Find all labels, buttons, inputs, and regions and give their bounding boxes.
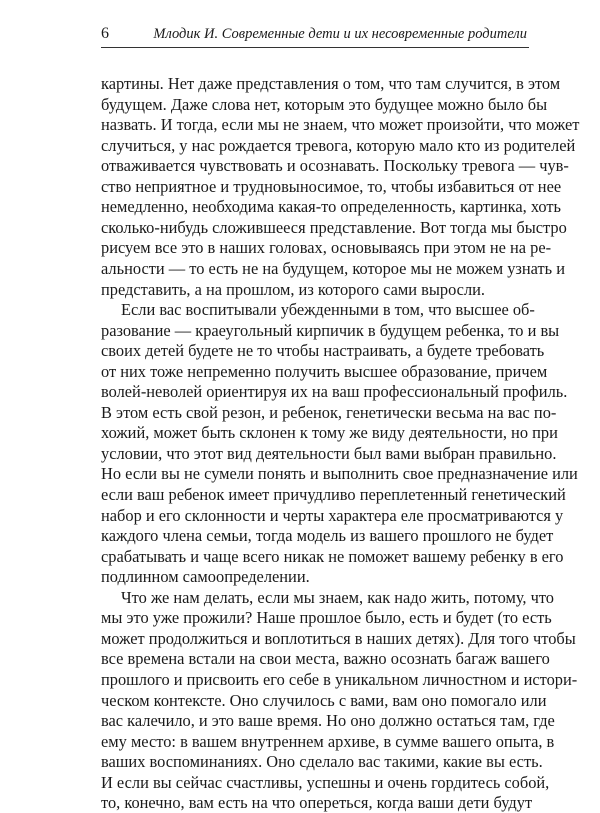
page-number: 6 — [101, 25, 109, 42]
text-line: В этом есть свой резон, и ребенок, генетически весьма на вас по- — [101, 403, 557, 422]
text-line: разование — краеугольный кирпичик в будущем ребенка, то и вы — [101, 321, 560, 340]
text-line: немедленно, необходима какая-то определенность, картинка, хоть — [101, 197, 562, 216]
text-line: ство неприятное и трудновыносимое, то, чтобы избавиться от нее — [101, 177, 562, 196]
text-line: Но если вы не сумели понять и выполнить свое предназначение или — [101, 464, 578, 483]
text-line: случиться, у нас рождается тревога, которую мало кто из родителей — [101, 136, 576, 155]
text-line: отваживается чувствовать и осознавать. Поскольку тревога — чув- — [101, 156, 569, 175]
text-line: назвать. И тогда, если мы не знаем, что может произойти, что может — [101, 115, 580, 134]
text-line: рисуем все это в наших головах, основываясь при этом не на ре- — [101, 238, 552, 257]
text-line: прошлого и присвоить его себе в уникальном личностном и истори- — [101, 670, 578, 689]
text-line: картины. Нет даже представления о том, что там случится, в этом — [101, 74, 561, 93]
text-line: хожий, может быть склонен к тому же виду деятельности, но при — [101, 423, 558, 442]
text-line: будущем. Даже слова нет, которым это будущее можно было бы — [101, 95, 548, 114]
text-line: каждого члена семьи, тогда модель из вашего прошлого не будет — [101, 526, 554, 545]
text-line: своих детей будете не то чтобы настраивать, а будете требовать — [101, 341, 545, 360]
text-line: если ваш ребенок имеет причудливо переплетенный генетический — [101, 485, 566, 504]
text-line: ваших воспоминаниях. Оно сделало вас такими, какие вы есть. — [101, 752, 543, 771]
text-line: альности — то есть не на будущем, которое мы не можем узнать и — [101, 259, 565, 278]
text-line: подлинном самоопределении. — [101, 567, 310, 586]
text-line: от них тоже непременно получить высшее образование, причем — [101, 362, 548, 381]
text-line: мы это уже прожили? Наше прошлое было, есть и будет (то есть — [101, 608, 552, 627]
text-line: Если вас воспитывали убежденными в том, что высшее об- — [121, 300, 535, 319]
text-line: набор и его склонности и черты характера еле просматриваются у — [101, 506, 564, 525]
text-line: представить, а на прошлом, из которого сами выросли. — [101, 280, 486, 299]
text-line: срабатывать и чаще всего никак не поможет вашему ребенку в его — [101, 547, 564, 566]
text-line: все времена встали на свои места, важно осознать багаж вашего — [101, 649, 550, 668]
text-line: Что же нам делать, если мы знаем, как надо жить, потому, что — [121, 588, 554, 607]
text-line: вас калечило, и это ваше время. Но оно должно остаться там, где — [101, 711, 555, 730]
running-head — [101, 23, 529, 48]
text-line: условии, что этот вид деятельности был вами выбран правильно. — [101, 444, 557, 463]
text-line: сколько-нибудь сложившееся представление. Вот тогда мы быстро — [101, 218, 567, 237]
text-line: может продолжиться и воплотиться в наших детях). Для того чтобы — [101, 629, 576, 648]
running-title: Млодик И. Современные дети и их несовременные родители — [153, 26, 527, 42]
text-line: ческом контексте. Оно случилось с вами, вам оно помогало или — [101, 691, 547, 710]
text-line: И если вы сейчас счастливы, успешны и очень гордитесь собой, — [101, 773, 550, 792]
text-line: ему место: в вашем внутреннем архиве, в сумме вашего опыта, в — [101, 732, 555, 751]
text-line: то, конечно, вам есть на что опереться, когда ваши дети будут — [101, 793, 533, 812]
text-line: волей-неволей ориентируя их на ваш профессиональный профиль. — [101, 382, 568, 401]
